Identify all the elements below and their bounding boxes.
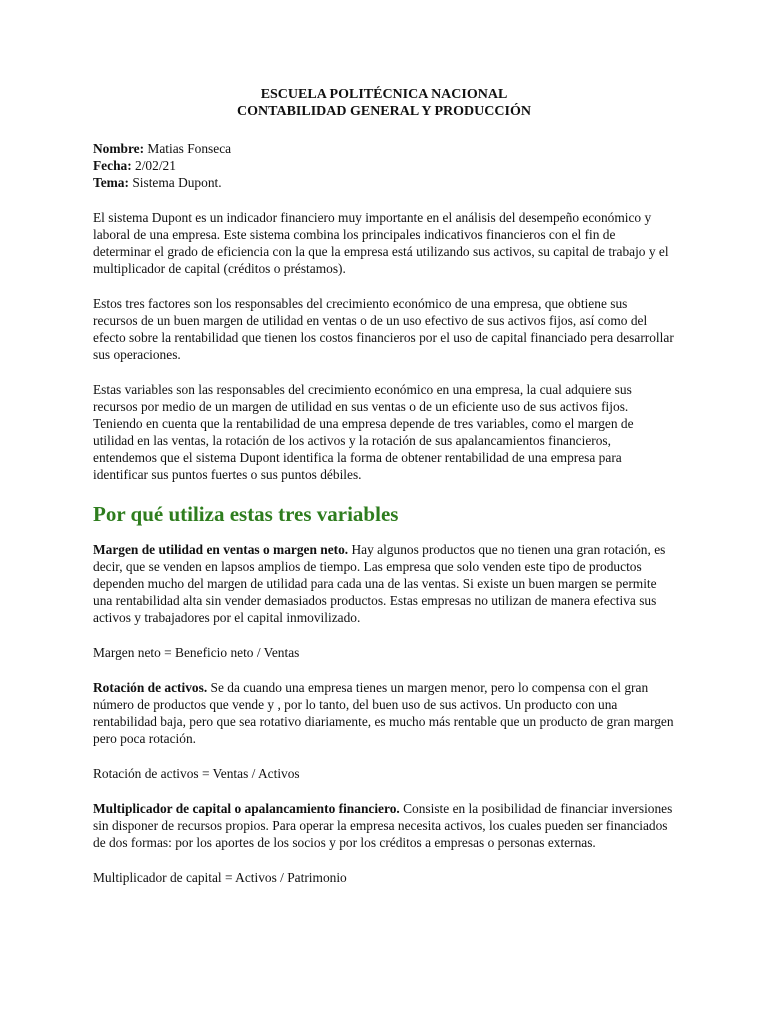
meta-tema <box>93 174 675 191</box>
multiplicador-text: Consiste en la posibilidad de financiar inversiones sin disponer de recursos propios. Para operar la empresa necesita activos, los cuales pueden ser financiados de dos formas: por los aportes de los socios y por los créditos a empresas o personas externas. <box>93 801 673 850</box>
tema-label: Tema: <box>93 175 129 190</box>
rotacion-paragraph <box>93 679 675 747</box>
intro-paragraph-3: Estas variables son las responsables del crecimiento económico en una empresa, la cual adquiere sus recursos por medio de un margen de utilidad en sus ventas o de un eficiente uso de sus activos fijos. Teniendo en cuenta que la rentabilidad de una empresa depende de tres variables, como el margen de utilidad en las ventas, la rotación de los activos y la rotación de sus apalancamientos financieros, entendemos que el sistema Dupont identifica la forma de obtener rentabilidad de una empresa para identificar sus puntos fuertes o sus puntos débiles. <box>93 382 634 482</box>
document-page <box>93 86 675 886</box>
multiplicador-term: Multiplicador de capital o apalancamiento financiero. <box>93 801 400 816</box>
multiplicador-paragraph <box>93 800 675 851</box>
intro-paragraph-1: El sistema Dupont es un indicador financiero muy importante en el análisis del desempeño económico y laboral de una empresa. Este sistema combina los principales indicativos financieros con el fin de determinar el grado de eficiencia con la que la empresa está utilizando sus activos, su capital de trabajo y el multiplicador de capital (créditos o préstamos). <box>93 210 669 276</box>
tema-value: Sistema Dupont. <box>128 175 222 190</box>
rotacion-formula: Rotación de activos = Ventas / Activos <box>93 766 300 781</box>
section-heading: Por qué utiliza estas tres variables <box>93 502 399 526</box>
document-meta <box>93 140 675 191</box>
meta-nombre <box>93 140 675 157</box>
meta-fecha <box>93 157 675 174</box>
margen-term: Margen de utilidad en ventas o margen neto. <box>93 542 349 557</box>
document-header <box>93 86 675 120</box>
margen-text: Hay algunos productos que no tienen una gran rotación, es decir, que se venden en lapsos amplios de tiempo. Las empresa que solo venden este tipo de productos dependen mucho del margen de utilidad para cada una de las ventas. Si existe un buen margen se permite una rentabilidad alta sin vender demasiados productos. Estas empresas no utilizan de manera efectiva sus activos y trabajadores por el capital inmovilizado. <box>93 542 666 625</box>
nombre-value: Matias Fonseca <box>144 141 232 156</box>
rotacion-term: Rotación de activos. <box>93 680 208 695</box>
nombre-label: Nombre: <box>93 141 145 156</box>
rotacion-text: Se da cuando una empresa tienes un margen menor, pero lo compensa con el gran número de productos que vende y , por lo tanto, del buen uso de sus activos. Un producto con una rentabilidad baja, pero que sea rotativo diariamente, es mucho más rentable que un producto de gran margen pero poca rotación. <box>93 680 674 746</box>
fecha-value: 2/02/21 <box>131 158 176 173</box>
margen-formula: Margen neto = Beneficio neto / Ventas <box>93 645 300 660</box>
intro-paragraph-2: Estos tres factores son los responsables del crecimiento económico de una empresa, que obtiene sus recursos de un buen margen de utilidad en ventas o de un uso efectivo de sus activos fijos, así como del efecto sobre la rentabilidad que tienen los costos financieros por el uso de capital financiado pera desarrollar sus operaciones. <box>93 296 674 362</box>
multiplicador-formula: Multiplicador de capital = Activos / Patrimonio <box>93 870 347 885</box>
margen-paragraph <box>93 541 675 626</box>
course-title: CONTABILIDAD GENERAL Y PRODUCCIÓN <box>237 104 531 119</box>
fecha-label: Fecha: <box>93 158 132 173</box>
institution-title: ESCUELA POLITÉCNICA NACIONAL <box>260 87 508 102</box>
